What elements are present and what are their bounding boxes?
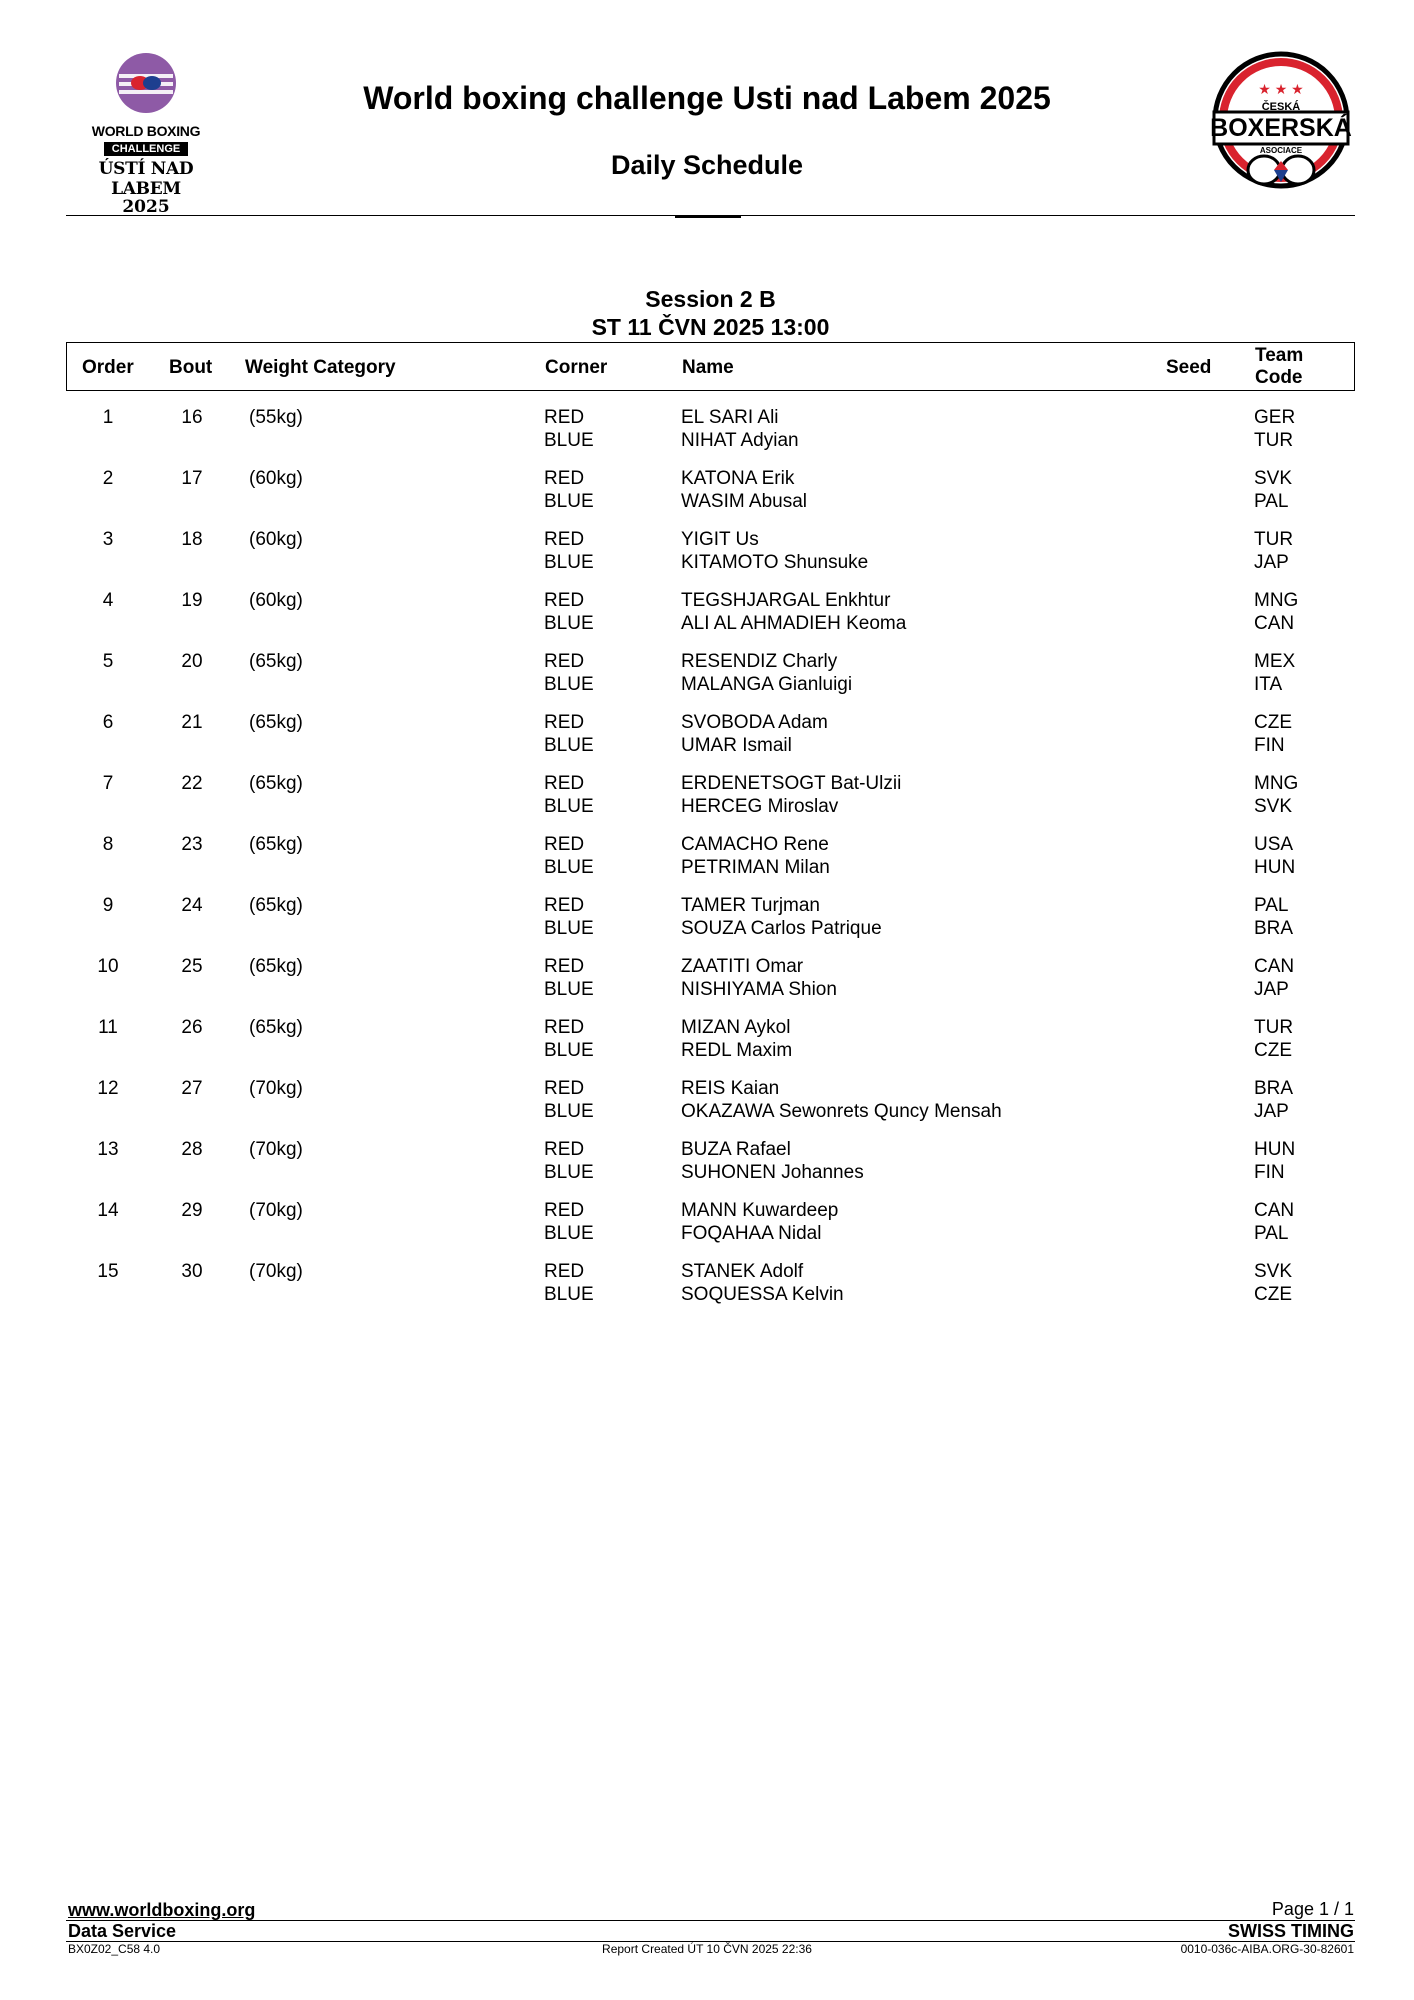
document-subtitle: Daily Schedule <box>610 150 804 180</box>
blue-boxer-name: ALI AL AHMADIEH Keoma <box>681 613 907 634</box>
event-logo <box>66 52 226 217</box>
blue-team-code: HUN <box>1254 857 1296 878</box>
order-cell: 6 <box>102 712 114 733</box>
weight-cell: (65kg) <box>249 834 303 855</box>
session-name: Session 2 B <box>645 286 776 312</box>
bout-cell: 29 <box>181 1200 203 1221</box>
event-logo-line4: 2025 <box>122 197 170 217</box>
blue-corner: BLUE <box>544 735 594 756</box>
team-cell <box>1254 1077 1293 1123</box>
table-row <box>66 463 1355 524</box>
report-code: BX0Z02_C58 4.0 <box>68 1942 161 1956</box>
table-row <box>66 524 1355 585</box>
order-cell: 15 <box>97 1261 119 1282</box>
blue-corner: BLUE <box>544 674 594 695</box>
blue-corner: BLUE <box>544 1284 594 1305</box>
name-cell <box>681 833 830 879</box>
bout-list <box>66 402 1355 1317</box>
table-header <box>66 342 1355 391</box>
team-cell <box>1254 772 1298 818</box>
bout-cell: 28 <box>181 1139 203 1160</box>
blue-boxer-name: WASIM Abusal <box>681 491 808 512</box>
bout-cell: 21 <box>181 712 203 733</box>
red-boxer-name: ERDENETSOGT Bat-Ulzii <box>681 773 902 794</box>
header-corner: Corner <box>545 357 608 378</box>
team-cell <box>1254 589 1298 635</box>
report-created: Report Created ÚT 10 ČVN 2025 22:36 <box>602 1942 812 1956</box>
red-boxer-name: YIGIT Us <box>681 529 759 550</box>
blue-team-code: FIN <box>1254 735 1285 756</box>
red-corner: RED <box>544 773 585 794</box>
blue-team-code: TUR <box>1254 430 1294 451</box>
table-row <box>66 402 1355 463</box>
red-corner: RED <box>544 407 585 428</box>
blue-corner: BLUE <box>544 552 594 573</box>
header-weight-category: Weight Category <box>245 357 396 378</box>
red-team-code: USA <box>1254 834 1294 855</box>
weight-cell: (70kg) <box>249 1261 303 1282</box>
red-corner: RED <box>544 712 585 733</box>
corner-cell <box>544 1016 594 1062</box>
red-corner: RED <box>544 1017 585 1038</box>
name-cell <box>681 1077 1002 1123</box>
name-cell <box>681 467 807 513</box>
team-cell <box>1254 711 1292 757</box>
name-cell <box>681 711 828 757</box>
bout-cell: 20 <box>181 651 203 672</box>
red-corner: RED <box>544 834 585 855</box>
event-logo-line1: WORLD BOXING <box>91 123 201 139</box>
header-team-code <box>1255 345 1303 389</box>
order-cell: 14 <box>97 1200 119 1221</box>
data-service-label: Data Service <box>68 1921 177 1941</box>
weight-cell: (65kg) <box>249 773 303 794</box>
blue-boxer-name: SOUZA Carlos Patrique <box>681 918 882 939</box>
blue-boxer-name: FOQAHAA Nidal <box>681 1223 822 1244</box>
weight-cell: (65kg) <box>249 651 303 672</box>
red-corner: RED <box>544 1261 585 1282</box>
header-team-line1: Team <box>1255 345 1304 366</box>
blue-corner: BLUE <box>544 1040 594 1061</box>
weight-cell: (70kg) <box>249 1078 303 1099</box>
bout-cell: 25 <box>181 956 203 977</box>
red-boxer-name: CAMACHO Rene <box>681 834 829 855</box>
weight-cell: (55kg) <box>249 407 303 428</box>
order-cell: 10 <box>97 956 119 977</box>
red-corner: RED <box>544 651 585 672</box>
team-cell <box>1254 528 1293 574</box>
weight-cell: (60kg) <box>249 529 303 550</box>
corner-cell <box>544 711 594 757</box>
red-boxer-name: MIZAN Aykol <box>681 1017 791 1038</box>
name-cell <box>681 1016 792 1062</box>
footer-divider <box>66 1920 1355 1921</box>
website-link[interactable]: www.worldboxing.org <box>68 1900 256 1920</box>
bout-cell: 26 <box>181 1017 203 1038</box>
corner-cell <box>544 772 594 818</box>
table-row <box>66 707 1355 768</box>
order-cell: 11 <box>98 1017 118 1038</box>
corner-cell <box>544 467 594 513</box>
document-title: World boxing challenge Usti nad Labem 2025 <box>363 80 1051 116</box>
blue-boxer-name: SUHONEN Johannes <box>681 1162 864 1183</box>
corner-cell <box>544 1138 594 1184</box>
name-cell <box>681 589 906 635</box>
bout-cell: 18 <box>181 529 203 550</box>
blue-corner: BLUE <box>544 857 594 878</box>
red-boxer-name: TAMER Turjman <box>681 895 821 916</box>
weight-cell: (60kg) <box>249 590 303 611</box>
blue-team-code: PAL <box>1254 491 1289 512</box>
table-row <box>66 890 1355 951</box>
table-row <box>66 1195 1355 1256</box>
team-cell <box>1254 650 1295 696</box>
blue-team-code: JAP <box>1254 1101 1289 1122</box>
red-boxer-name: SVOBODA Adam <box>681 712 828 733</box>
red-team-code: GER <box>1254 407 1296 428</box>
table-row <box>66 768 1355 829</box>
header-divider-accent <box>675 216 741 218</box>
red-team-code: PAL <box>1254 895 1289 916</box>
blue-corner: BLUE <box>544 491 594 512</box>
red-corner: RED <box>544 1200 585 1221</box>
header-name: Name <box>682 357 734 378</box>
header-bout: Bout <box>169 357 213 378</box>
red-team-code: BRA <box>1254 1078 1294 1099</box>
corner-cell <box>544 1077 594 1123</box>
session-date-time: ST 11 ČVN 2025 13:00 <box>591 314 830 340</box>
red-boxer-name: STANEK Adolf <box>681 1261 804 1282</box>
order-cell: 4 <box>102 590 114 611</box>
blue-team-code: BRA <box>1254 918 1294 939</box>
weight-cell: (65kg) <box>249 712 303 733</box>
red-corner: RED <box>544 895 585 916</box>
corner-cell <box>544 833 594 879</box>
table-row <box>66 1134 1355 1195</box>
team-cell <box>1254 955 1294 1001</box>
name-cell <box>681 894 882 940</box>
weight-cell: (65kg) <box>249 956 303 977</box>
order-cell: 12 <box>97 1078 119 1099</box>
weight-cell: (60kg) <box>249 468 303 489</box>
blue-boxer-name: SOQUESSA Kelvin <box>681 1284 844 1305</box>
blue-corner: BLUE <box>544 918 594 939</box>
blue-corner: BLUE <box>544 1162 594 1183</box>
event-logo-line3: ÚSTÍ NAD LABEM <box>98 159 194 199</box>
bout-cell: 27 <box>181 1078 203 1099</box>
name-cell <box>681 650 852 696</box>
team-cell <box>1254 1016 1293 1062</box>
name-cell <box>681 955 837 1001</box>
table-row <box>66 646 1355 707</box>
weight-cell: (65kg) <box>249 1017 303 1038</box>
red-team-code: CZE <box>1254 712 1292 733</box>
header-seed: Seed <box>1166 357 1212 378</box>
red-team-code: SVK <box>1254 1261 1293 1282</box>
red-team-code: CAN <box>1254 1200 1295 1221</box>
name-cell <box>681 406 799 452</box>
blue-boxer-name: HERCEG Miroslav <box>681 796 839 817</box>
team-cell <box>1254 406 1295 452</box>
weight-cell: (70kg) <box>249 1139 303 1160</box>
bout-cell: 22 <box>181 773 203 794</box>
red-corner: RED <box>544 529 585 550</box>
red-corner: RED <box>544 590 585 611</box>
blue-corner: BLUE <box>544 1223 594 1244</box>
bout-cell: 17 <box>181 468 203 489</box>
timing-provider: SWISS TIMING <box>1228 1921 1354 1941</box>
weight-cell: (70kg) <box>249 1200 303 1221</box>
order-cell: 3 <box>102 529 114 550</box>
red-boxer-name: MANN Kuwardeep <box>681 1200 839 1221</box>
blue-corner: BLUE <box>544 430 594 451</box>
blue-boxer-name: UMAR Ismail <box>681 735 792 756</box>
order-cell: 5 <box>102 651 114 672</box>
red-team-code: SVK <box>1254 468 1293 489</box>
name-cell <box>681 1260 844 1306</box>
team-cell <box>1254 1138 1295 1184</box>
bout-cell: 19 <box>181 590 203 611</box>
order-cell: 8 <box>102 834 114 855</box>
order-cell: 1 <box>102 407 114 428</box>
table-row <box>66 1012 1355 1073</box>
order-cell: 9 <box>102 895 114 916</box>
order-cell: 2 <box>102 468 114 489</box>
red-boxer-name: RESENDIZ Charly <box>681 651 838 672</box>
red-boxer-name: REIS Kaian <box>681 1078 780 1099</box>
bout-cell: 24 <box>181 895 203 916</box>
blue-corner: BLUE <box>544 1101 594 1122</box>
blue-boxer-name: MALANGA Gianluigi <box>681 674 853 695</box>
document-id: 0010-036c-AIBA.ORG-30-82601 <box>1180 1942 1354 1956</box>
red-corner: RED <box>544 1139 585 1160</box>
order-cell: 13 <box>97 1139 119 1160</box>
blue-team-code: PAL <box>1254 1223 1289 1244</box>
red-boxer-name: BUZA Rafael <box>681 1139 791 1160</box>
red-team-code: TUR <box>1254 1017 1294 1038</box>
blue-boxer-name: KITAMOTO Shunsuke <box>681 552 869 573</box>
corner-cell <box>544 589 594 635</box>
corner-cell <box>544 528 594 574</box>
name-cell <box>681 1199 838 1245</box>
red-corner: RED <box>544 956 585 977</box>
blue-boxer-name: OKAZAWA Sewonrets Quncy Mensah <box>681 1101 1002 1122</box>
blue-team-code: FIN <box>1254 1162 1285 1183</box>
red-corner: RED <box>544 1078 585 1099</box>
table-row <box>66 1073 1355 1134</box>
blue-corner: BLUE <box>544 796 594 817</box>
name-cell <box>681 528 868 574</box>
team-cell <box>1254 467 1292 513</box>
red-team-code: MEX <box>1254 651 1296 672</box>
blue-team-code: ITA <box>1254 674 1283 695</box>
blue-boxer-name: REDL Maxim <box>681 1040 793 1061</box>
footer-divider <box>66 1941 1355 1942</box>
team-cell <box>1254 1260 1292 1306</box>
red-boxer-name: EL SARI Ali <box>681 407 779 428</box>
blue-team-code: CAN <box>1254 613 1295 634</box>
table-row <box>66 1256 1355 1317</box>
red-team-code: MNG <box>1254 590 1299 611</box>
corner-cell <box>544 1199 594 1245</box>
red-boxer-name: TEGSHJARGAL Enkhtur <box>681 590 891 611</box>
event-logo-line2: CHALLENGE <box>104 142 188 156</box>
header-team-line2: Code <box>1255 367 1303 388</box>
emblem-main-text: BOXERSKÁ <box>1210 114 1352 142</box>
red-team-code: TUR <box>1254 529 1294 550</box>
red-boxer-name: ZAATITI Omar <box>681 956 804 977</box>
corner-cell <box>544 650 594 696</box>
boxing-gloves-disc-icon <box>115 52 177 114</box>
order-cell: 7 <box>102 773 114 794</box>
svg-text:★ ★ ★: ★ ★ ★ <box>1258 81 1304 97</box>
bout-cell: 30 <box>181 1261 203 1282</box>
table-row <box>66 951 1355 1012</box>
name-cell <box>681 1138 864 1184</box>
table-row <box>66 585 1355 646</box>
corner-cell <box>544 894 594 940</box>
team-cell <box>1254 894 1293 940</box>
blue-team-code: CZE <box>1254 1040 1292 1061</box>
emblem-bottom-text: ASOCIACE <box>1259 146 1303 155</box>
corner-cell <box>544 406 594 452</box>
blue-team-code: JAP <box>1254 552 1289 573</box>
blue-boxer-name: NIHAT Adyian <box>681 430 799 451</box>
blue-boxer-name: PETRIMAN Milan <box>681 857 830 878</box>
corner-cell <box>544 1260 594 1306</box>
corner-cell <box>544 955 594 1001</box>
header-order: Order <box>82 357 134 378</box>
name-cell <box>681 772 901 818</box>
boxing-gloves-emblem-icon <box>1206 50 1356 200</box>
team-cell <box>1254 1199 1294 1245</box>
red-corner: RED <box>544 468 585 489</box>
bout-cell: 16 <box>181 407 203 428</box>
blue-team-code: JAP <box>1254 979 1289 1000</box>
blue-boxer-name: NISHIYAMA Shion <box>681 979 837 1000</box>
blue-corner: BLUE <box>544 613 594 634</box>
weight-cell: (65kg) <box>249 895 303 916</box>
team-cell <box>1254 833 1295 879</box>
red-team-code: CAN <box>1254 956 1295 977</box>
bout-cell: 23 <box>181 834 203 855</box>
red-team-code: HUN <box>1254 1139 1296 1160</box>
table-row <box>66 829 1355 890</box>
blue-team-code: CZE <box>1254 1284 1292 1305</box>
emblem-top-text: ČESKÁ <box>1261 101 1301 113</box>
blue-team-code: SVK <box>1254 796 1293 817</box>
blue-corner: BLUE <box>544 979 594 1000</box>
page-number: Page 1 / 1 <box>1271 1899 1354 1919</box>
red-team-code: MNG <box>1254 773 1299 794</box>
red-boxer-name: KATONA Erik <box>681 468 795 489</box>
